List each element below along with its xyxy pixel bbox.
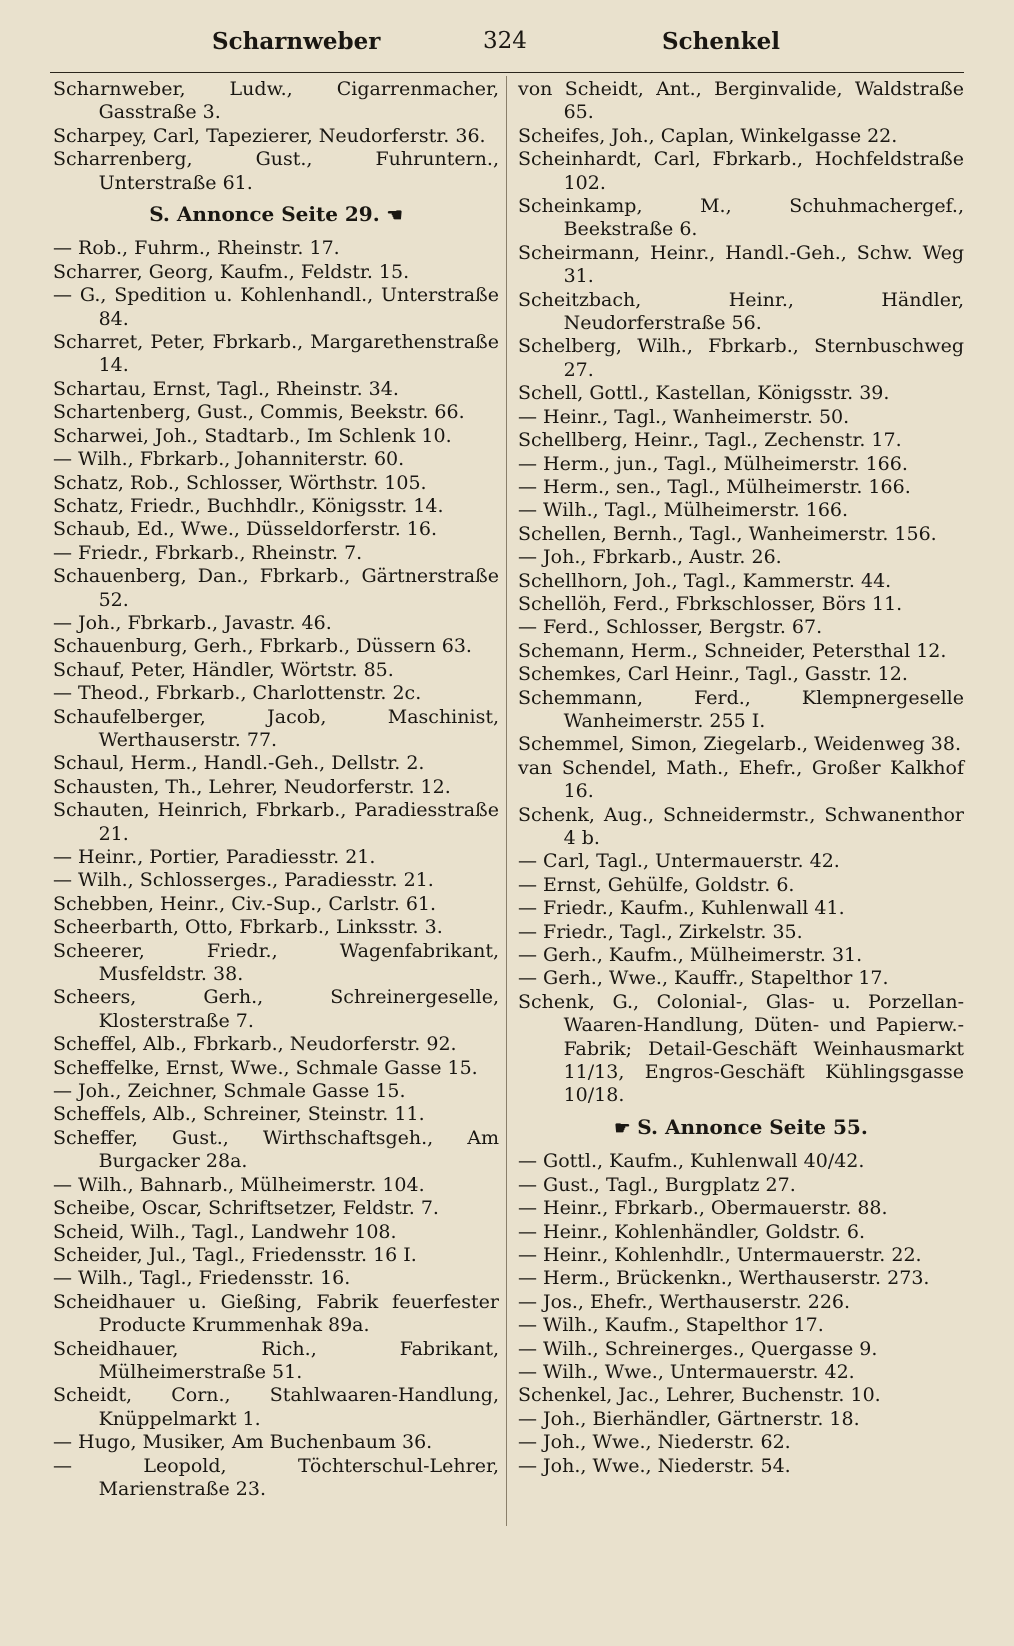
entry: Scheidhauer u. Gießing, Fabrik feuerfester Producte Krummenhak 89a. <box>53 1290 499 1337</box>
entry: — Gust., Tagl., Burgplatz 27. <box>518 1173 796 1196</box>
right-column <box>518 78 964 1478</box>
entry: Schell, Gottl., Kastellan, Königsstr. 39. <box>518 382 890 405</box>
entry: — Wilh., Tagl., Friedensstr. 16. <box>53 1267 351 1290</box>
entry: Schauf, Peter, Händler, Wörtstr. 85. <box>53 658 394 681</box>
header-right-word: Schenkel <box>662 28 780 55</box>
entry: Scharnweber, Ludw., Cigarrenmacher, Gasstraße 3. <box>53 78 499 124</box>
entry: Scheider, Jul., Tagl., Friedensstr. 16 I. <box>53 1243 417 1266</box>
entry: — Wilh., Fbrkarb., Johanniterstr. 60. <box>53 448 405 471</box>
entry: Schebben, Heinr., Civ.-Sup., Carlstr. 61. <box>53 892 437 915</box>
entry: Schaul, Herm., Handl.-Geh., Dellstr. 2. <box>53 752 425 775</box>
entry: Schauten, Heinrich, Fbrkarb., Paradiesstraße 21. <box>53 799 499 845</box>
entry: van Schendel, Math., Ehefr., Großer Kalkhof 16. <box>518 756 964 803</box>
entry: — Herm., Brückenkn., Werthauserstr. 273. <box>518 1267 930 1290</box>
entry: Scharrenberg, Gust., Fuhruntern., Unterstraße 61. <box>53 148 499 194</box>
entry: Scheifes, Joh., Caplan, Winkelgasse 22. <box>518 124 898 147</box>
entry: Scharrer, Georg, Kaufm., Feldstr. 15. <box>53 260 410 283</box>
entry: — Rob., Fuhrm., Rheinstr. 17. <box>53 237 340 260</box>
pointing-hand-icon: ☛ <box>614 1117 631 1139</box>
entry: Schaub, Ed., Wwe., Düsseldorferstr. 16. <box>53 518 438 541</box>
entry: — Heinr., Kohlenhändler, Goldstr. 6. <box>518 1220 866 1243</box>
entry: Scheitzbach, Heinr., Händler, Neudorferstraße 56. <box>518 288 964 335</box>
entry: Schenk, G., Colonial-, Glas- u. Porzellan-Waaren-Handlung, Düten- und Papierw.-Fabrik; Detail-Geschäft Weinhausmarkt 11/13, Engros-Geschäft Kühlingsgasse 10/18. <box>518 990 964 1107</box>
entry: Scharwei, Joh., Stadtarb., Im Schlenk 10. <box>53 424 452 447</box>
page-number: 324 <box>483 28 527 54</box>
entry: Scharret, Peter, Fbrkarb., Margarethenstraße 14. <box>53 331 499 377</box>
entry: — Wilh., Bahnarb., Mülheimerstr. 104. <box>53 1173 425 1196</box>
entry: Schemann, Herm., Schneider, Petersthal 12. <box>518 639 947 662</box>
annonce-text: S. Annonce Seite 55. <box>637 1114 868 1139</box>
entry: Schauenberg, Dan., Fbrkarb., Gärtnerstraße 52. <box>53 565 499 611</box>
entry: — Herm., jun., Tagl., Mülheimerstr. 166. <box>518 452 908 475</box>
entry: — Joh., Fbrkarb., Austr. 26. <box>518 546 782 569</box>
entry: Schartau, Ernst, Tagl., Rheinstr. 34. <box>53 377 399 400</box>
entry: Scheidhauer, Rich., Fabrikant, Mülheimerstraße 51. <box>53 1337 499 1383</box>
entry: Schellhorn, Joh., Tagl., Kammerstr. 44. <box>518 569 892 592</box>
entry: Scheffel, Alb., Fbrkarb., Neudorferstr. 92. <box>53 1033 457 1056</box>
entry: Schauenburg, Gerh., Fbrkarb., Düssern 63. <box>53 635 472 658</box>
header-left-word: Scharnweber <box>212 28 381 55</box>
entry: — Wilh., Tagl., Mülheimerstr. 166. <box>518 499 849 522</box>
page-header <box>50 28 964 68</box>
entry: — Jos., Ehefr., Werthauserstr. 226. <box>518 1290 851 1313</box>
entry: — Hugo, Musiker, Am Buchenbaum 36. <box>53 1431 433 1454</box>
entry: — Heinr., Portier, Paradiesstr. 21. <box>53 846 376 868</box>
entry: — Ernst, Gehülfe, Goldstr. 6. <box>518 873 795 896</box>
entry: Scheibe, Oscar, Schriftsetzer, Feldstr. 7. <box>53 1197 439 1220</box>
entry: — Ferd., Schlosser, Bergstr. 67. <box>518 616 823 639</box>
entry: — Heinr., Tagl., Wanheimerstr. 50. <box>518 405 850 428</box>
entry: — G., Spedition u. Kohlenhandl., Unterstraße 84. <box>53 284 499 330</box>
entry: — Joh., Wwe., Niederstr. 62. <box>518 1431 791 1454</box>
entry: Scheffelke, Ernst, Wwe., Schmale Gasse 15. <box>53 1056 478 1079</box>
entry: — Heinr., Fbrkarb., Obermauerstr. 88. <box>518 1197 888 1220</box>
entry: — Joh., Bierhändler, Gärtnerstr. 18. <box>518 1407 860 1430</box>
entry: — Joh., Wwe., Niederstr. 54. <box>518 1454 791 1477</box>
entry: Schartenberg, Gust., Commis, Beekstr. 66. <box>53 401 465 424</box>
entry: Scheerer, Friedr., Wagenfabrikant, Musfeldstr. 38. <box>53 939 499 986</box>
entry: — Carl, Tagl., Untermauerstr. 42. <box>518 850 840 873</box>
entry: Scheinhardt, Carl, Fbrkarb., Hochfeldstraße 102. <box>518 148 964 194</box>
entry: Schenkel, Jac., Lehrer, Buchenstr. 10. <box>518 1384 881 1407</box>
entry: — Leopold, Töchterschul-Lehrer, Marienstraße 23. <box>53 1454 499 1500</box>
entry: Scheidt, Corn., Stahlwaaren-Handlung, Knüppelmarkt 1. <box>53 1384 499 1430</box>
entry: — Heinr., Kohlenhdlr., Untermauerstr. 22. <box>518 1243 922 1266</box>
entry: Scheinkamp, M., Schuhmachergef., Beekstraße 6. <box>518 195 964 241</box>
entry: von Scheidt, Ant., Berginvalide, Waldstraße 65. <box>518 78 964 124</box>
entry: Schemmann, Ferd., Klempnergeselle Wanheimerstr. 255 I. <box>518 686 964 732</box>
entry: — Wilh., Wwe., Untermauerstr. 42. <box>518 1360 855 1383</box>
entry: Scheid, Wilh., Tagl., Landwehr 108. <box>53 1220 397 1243</box>
entry: Scheers, Gerh., Schreinergeselle, Klosterstraße 7. <box>53 986 499 1032</box>
entry: — Wilh., Schlosserges., Paradiesstr. 21. <box>53 869 434 892</box>
entry: Scheffels, Alb., Schreiner, Steinstr. 11. <box>53 1103 425 1126</box>
entry: — Gerh., Wwe., Kauffr., Stapelthor 17. <box>518 967 889 990</box>
entry: — Joh., Fbrkarb., Javastr. 46. <box>53 611 332 634</box>
left-column <box>53 78 499 1501</box>
entry: Schenk, Aug., Schneidermstr., Schwanenthor 4 b. <box>518 803 964 849</box>
entry: — Wilh., Schreinerges., Quergasse 9. <box>518 1337 878 1360</box>
entry: Schellberg, Heinr., Tagl., Zechenstr. 17. <box>518 429 902 452</box>
entry: — Wilh., Kaufm., Stapelthor 17. <box>518 1314 824 1337</box>
entry: — Theod., Fbrkarb., Charlottenstr. 2c. <box>53 682 422 705</box>
entry: — Joh., Zeichner, Schmale Gasse 15. <box>53 1080 406 1103</box>
entry: Schausten, Th., Lehrer, Neudorferstr. 12. <box>53 775 451 798</box>
entry: Schellen, Bernh., Tagl., Wanheimerstr. 156. <box>518 522 937 545</box>
entry: Scheerbarth, Otto, Fbrkarb., Linksstr. 3. <box>53 916 443 939</box>
annonce-text: S. Annonce Seite 29. <box>149 202 380 227</box>
entry: Schemkes, Carl Heinr., Tagl., Gasstr. 12. <box>518 663 908 686</box>
entry: — Friedr., Fbrkarb., Rheinstr. 7. <box>53 541 363 564</box>
entry: — Herm., sen., Tagl., Mülheimerstr. 166. <box>518 475 911 498</box>
entry: — Gerh., Kaufm., Mülheimerstr. 31. <box>518 944 863 967</box>
entry: Scheffer, Gust., Wirthschaftsgeh., Am Burgacker 28a. <box>53 1126 499 1173</box>
entry: Schelberg, Wilh., Fbrkarb., Sternbuschweg 27. <box>518 335 964 381</box>
entry: Schemmel, Simon, Ziegelarb., Weidenweg 38. <box>518 733 962 756</box>
entry: Schaufelberger, Jacob, Maschinist, Werthauserstr. 77. <box>53 705 499 751</box>
entry: Scharpey, Carl, Tapezierer, Neudorferstr. 36. <box>53 124 486 147</box>
entry: — Gottl., Kaufm., Kuhlenwall 40/42. <box>518 1150 865 1173</box>
entry: Scheirmann, Heinr., Handl.-Geh., Schw. Weg 31. <box>518 241 964 288</box>
column-divider <box>506 76 507 1526</box>
pointing-hand-icon: ☚ <box>386 205 403 227</box>
header-rule <box>50 72 964 73</box>
entry: Schatz, Friedr., Buchhdlr., Königsstr. 14. <box>53 494 444 517</box>
entry: Schellöh, Ferd., Fbrkschlosser, Börs 11. <box>518 592 903 615</box>
entry: — Friedr., Kaufm., Kuhlenwall 41. <box>518 897 845 920</box>
annonce-line <box>53 203 499 227</box>
annonce-line <box>518 1116 964 1140</box>
entry: Schatz, Rob., Schlosser, Wörthstr. 105. <box>53 471 427 494</box>
entry: — Friedr., Tagl., Zirkelstr. 35. <box>518 920 803 943</box>
